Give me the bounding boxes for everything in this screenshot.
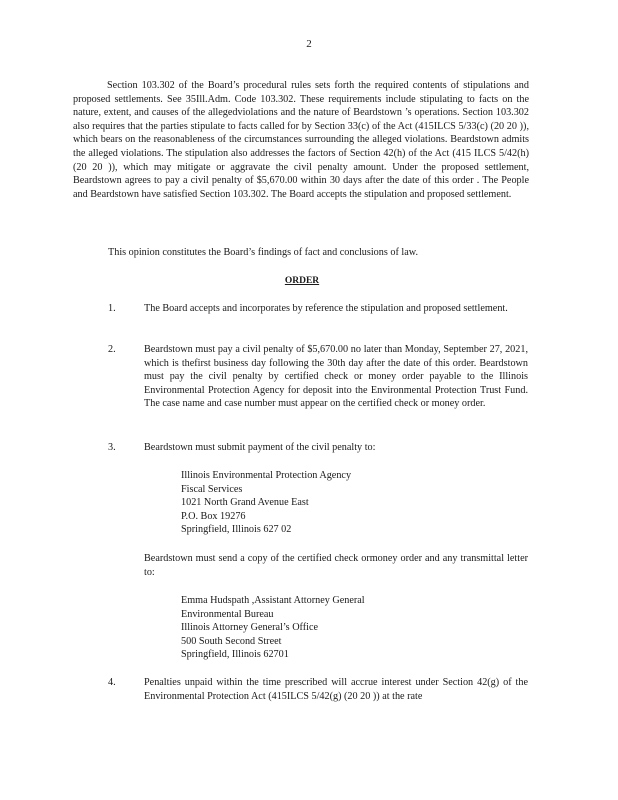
order-heading [0,275,618,289]
order-item-text: Penalties unpaid within the time prescribed will accrue interest under Section 42(g) of the Environmental Protection Act (415ILCS 5/42(g) (20 20 )) at the rate [144,677,528,702]
order-item-number: 4. [108,677,116,688]
address-line: P.O. Box 19276 [181,510,246,522]
order-item [108,343,528,411]
payment-address [181,469,351,537]
address-line: Environmental Bureau [181,608,274,620]
order-item-number: 1. [108,303,116,314]
address-line: Springfield, Illinois 627 02 [181,524,292,536]
order-item [108,676,528,703]
page-number: 2 [306,38,312,50]
order-item-text: The Board accepts and incorporates by reference the stipulation and proposed settlement. [144,303,508,314]
attorney-general-address [181,594,365,662]
address-line: Emma Hudspath ,Assistant Attorney General [181,595,365,606]
order-heading-text: ORDER [284,276,320,286]
order-item [108,441,528,455]
findings-paragraph: This opinion constitutes the Board’s findings of fact and conclusions of law. [108,247,419,258]
order-item-text: Beardstown must submit payment of the civil penalty to: [144,442,376,453]
address-line: Springfield, Illinois 62701 [181,649,289,661]
order-item-number: 2. [108,344,116,355]
address-line: Illinois Attorney General’s Office [181,622,319,634]
address-line: Fiscal Services [181,483,243,495]
transmittal-note: Beardstown must send a copy of the certified check ormoney order and any transmittal letter to: [144,553,528,578]
stipulation-paragraph: Section 103.302 of the Board’s procedural rules sets forth the required contents of stipulations and proposed settlements. See 35Ill.Adm. Code 103.302. These requirements include stipulating to facts on the nature, extent, and causes of the allegedviolations and the nature of Beardstown ’s operations. Section 103.302 also requires that the parties stipulate to facts called for by Section 33(c) of the Act (415ILCS 5/33(c) (20 20 )), which bears on the reasonableness of the circumstances surrounding the alleged violations. Beardstown admits the alleged violations. The stipulation also addresses the factors of Section 42(h) of the Act (415 ILCS 5/42(h) (20 20 )), which may mitigate or aggravate the civil penalty amount. Under the proposed settlement, Beardstown agrees to pay a civil penalty of $5,670.00 within 30 days after the date of this order . The People and Beardstown have satisfied Section 103.302. The Board accepts the stipulation and proposed settlement. [73,80,529,200]
order-item [108,302,528,316]
address-line: 1021 North Grand Avenue East [181,497,309,509]
order-item-text: Beardstown must pay a civil penalty of $5,670.00 no later than Monday, September 27, 2021, which is thefirst business day following the 30th day after the date of this order. Beardstown must pay the civil penalty by certified check or money order payable to the Illinois Environmental Protection Agency for deposit into the Environmental Protection Trust Fund. The case name and case number must appear on the certified check or money order. [144,344,528,410]
address-line: 500 South Second Street [181,635,282,647]
order-item-number: 3. [108,442,116,453]
address-line: Illinois Environmental Protection Agency [181,470,352,481]
